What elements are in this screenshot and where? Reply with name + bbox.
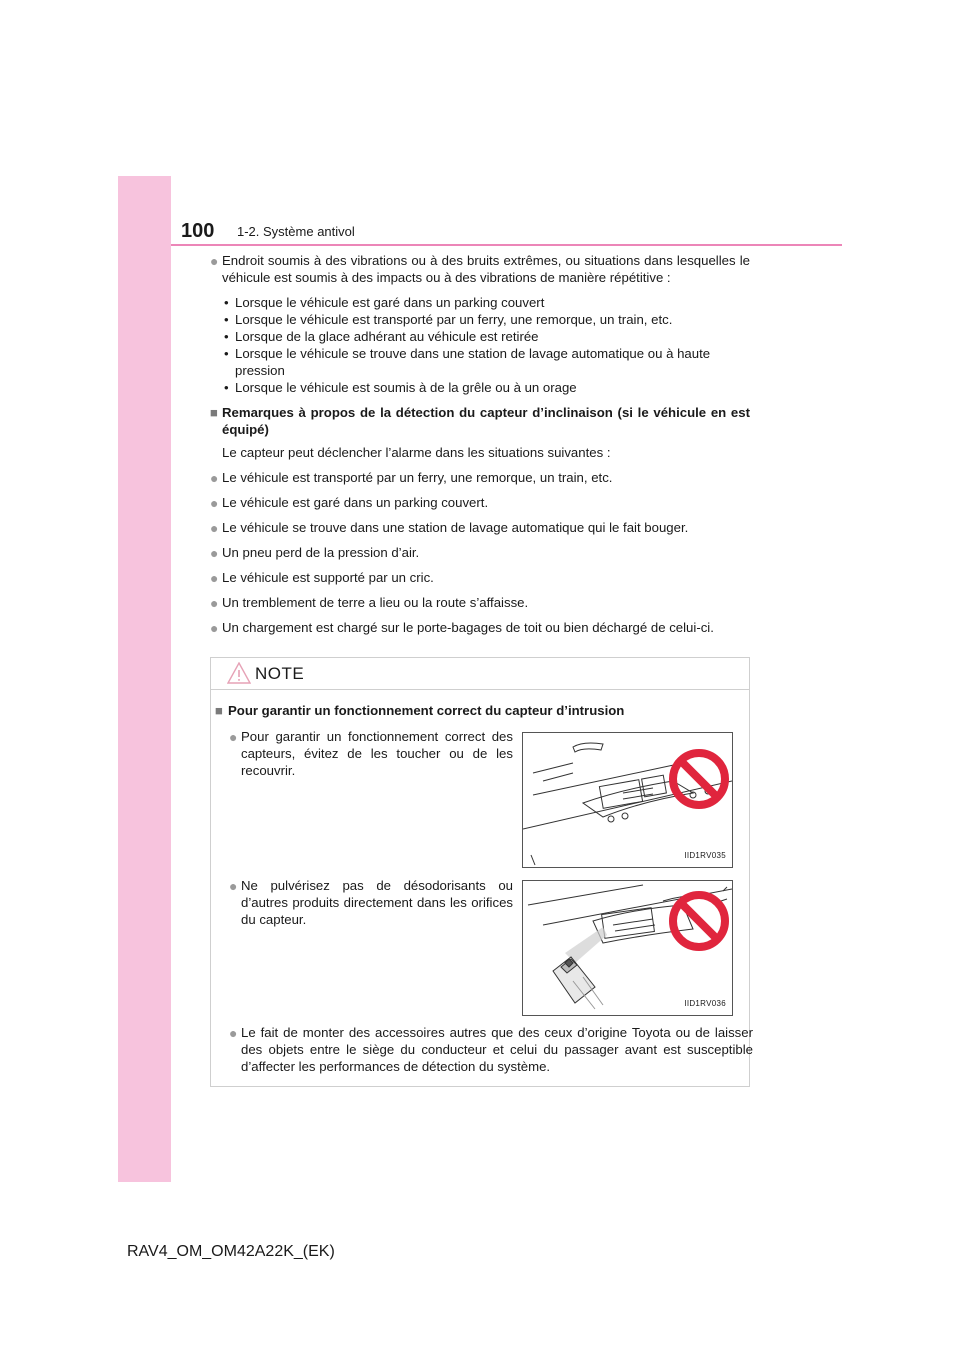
tilt-sensor-heading: ■ Remarques à propos de la détection du capteur d’inclinaison (si le véhicule en est équipé): [210, 405, 750, 437]
side-tab: [118, 176, 171, 1182]
note-header: [211, 658, 749, 690]
list-item: ● Un tremblement de terre a lieu ou la route s’affaisse.: [210, 595, 529, 611]
page-number: 100: [181, 220, 215, 242]
sub-bullet-list: [210, 294, 750, 396]
list-item: ● Un chargement est chargé sur le porte-bagages de toit ou bien déchargé de celui-ci.: [210, 620, 714, 636]
bullet-dot-icon: ●: [210, 520, 219, 536]
sensor-figure-2: [522, 880, 733, 1016]
list-item: ● Un pneu perd de la pression d’air.: [210, 545, 420, 561]
sensor-figure-1: [522, 732, 733, 868]
document-code: RAV4_OM_OM42A22K_(EK): [127, 1243, 335, 1260]
note-title: NOTE: [255, 664, 305, 683]
bullet-dot-icon: ●: [210, 620, 219, 636]
bullet-dot-icon: ●: [210, 495, 219, 511]
square-bullet-icon: ■: [210, 405, 218, 420]
list-item: • Lorsque le véhicule est soumis à de la grêle ou à un orage: [224, 380, 577, 395]
square-bullet-icon: ■: [215, 703, 223, 718]
list-item: ● Le véhicule se trouve dans une station de lavage automatique qui le fait bouger.: [210, 520, 689, 536]
bullet-dot-icon: ●: [210, 595, 219, 611]
bullet-dot-icon: ●: [229, 1025, 238, 1041]
header-rule: [171, 244, 842, 246]
note-heading: ■ Pour garantir un fonctionnement correct du capteur d’intrusion: [215, 703, 625, 718]
bullet-dot-icon: ●: [210, 470, 219, 486]
list-item: • Lorsque le véhicule est transporté par un ferry, une remorque, un train, etc.: [224, 312, 673, 327]
note-item-spray: ● Ne pulvérisez pas de désodorisants ou d’autres produits directement dans les orifices du capteur.: [229, 878, 513, 927]
spray-can-icon: [553, 957, 603, 1009]
note-box: [210, 657, 753, 1087]
bullet-dot-icon: ●: [229, 878, 238, 894]
bullet-dot-icon: ●: [210, 253, 219, 269]
prohibition-icon: [673, 895, 725, 947]
bullet-dot-icon: ●: [210, 570, 219, 586]
list-item: • Lorsque le véhicule se trouve dans une station de lavage automatique ou à haute pression: [224, 346, 711, 378]
figure-code: IID1RV036: [684, 999, 726, 1008]
list-item: ● Le véhicule est garé dans un parking couvert.: [210, 495, 489, 511]
list-item: • Lorsque de la glace adhérant au véhicule est retirée: [224, 329, 539, 344]
note-item-touch: ● Pour garantir un fonctionnement correct des capteurs, évitez de les toucher ou de les recouvrir.: [229, 729, 513, 778]
note-item-accessories: ● Le fait de monter des accessoires autres que des ceux d’origine Toyota ou de laisser des objets entre le siège du conducteur et celui du passager avant est susceptible d’affecter les performances de détection du système.: [229, 1025, 753, 1074]
bullet-dot-icon: ●: [210, 545, 219, 561]
warning-triangle-icon: [227, 662, 251, 684]
main-content: [210, 252, 750, 644]
bullet-dot-icon: ●: [229, 729, 238, 745]
paragraph-text: Endroit soumis à des vibrations ou à des bruits extrêmes, ou situations dans lesquelles le véhicule est soumis à des impacts ou à des vibrations de manière répétitive :: [222, 253, 750, 285]
list-item: • Lorsque le véhicule est garé dans un parking couvert: [224, 295, 545, 310]
section-title: 1-2. Système antivol: [237, 224, 355, 239]
tilt-intro: Le capteur peut déclencher l’alarme dans les situations suivantes :: [222, 445, 611, 460]
prohibition-icon: [673, 753, 725, 805]
figure-code: IID1RV035: [684, 851, 726, 860]
vibration-paragraph: [210, 252, 750, 286]
list-item: ● Le véhicule est supporté par un cric.: [210, 570, 434, 586]
list-item: ● Le véhicule est transporté par un ferry, une remorque, un train, etc.: [210, 470, 613, 486]
